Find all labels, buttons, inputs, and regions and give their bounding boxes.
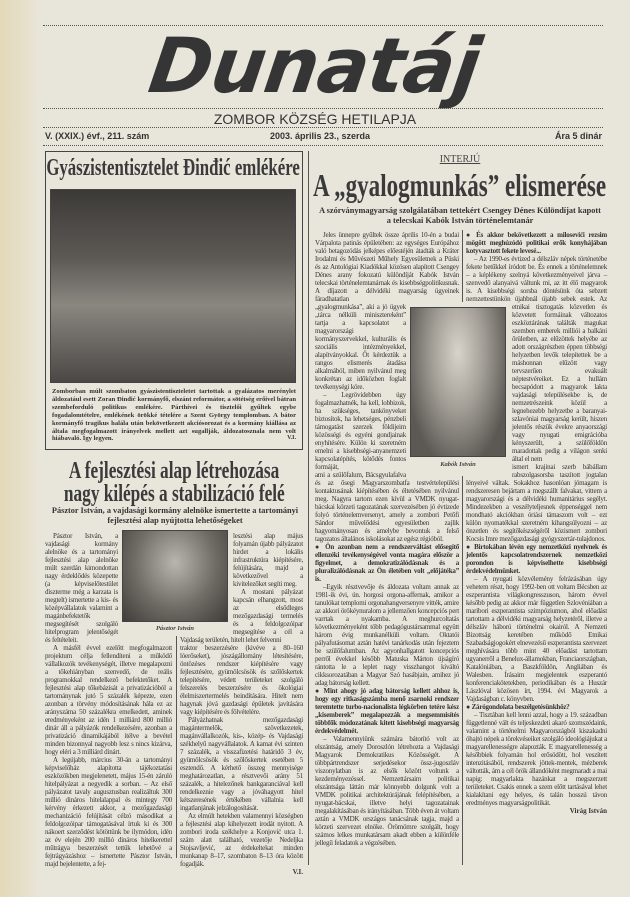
headline: A „gyalogmunkás” elismerése xyxy=(313,167,607,203)
photo-wrap-spacer xyxy=(180,532,233,632)
column-divider xyxy=(308,151,309,865)
masthead-logo xyxy=(100,21,530,110)
headline-wrap xyxy=(46,156,301,180)
page-edge xyxy=(0,0,38,897)
article-column: lesztési alap május folyamán újabb pályázatot hirdet a lokális infrastruktúra kiépítésére, felújítására, majd a következővel a kivitelezőket segíti meg. A mostani pályázat kapcsán elhangzott, most az elsődleges mezőgazdasági termelés és a feldolgozóipar megsegítése a cél a Vajdaság területén, hitelt lehet felvenni traktor beszerzésére (kivéve a 80–160 lóerőseket), jószágállomány létesítésére, öntözéses rendszer kiépítésére vagy fejlesztésére, gyümölcsösök és szőlőskertek telepítésére, védett területeket szolgáló felszerelés beszerzésére és ökológiai élelmiszertermelés beindítására. Hitelt nem hagynak jóvá gazdasági épületek javítására vagy kiépítésére és fölvételére. Pályázhatnak mezőgazdasági magántermelők, szövetkezetek, magánvállalkozók, kis-, közép- és Vajdasági székhelyű nagyvállalatok. A kamat évi szinten 7 százalék, a visszafizetési határidő 3 év, gyümölcsösök és szőlőskertek esetében 5 esztendő. A kérhető összeg mennyisége meghatározatlan, a résztvevői arány 51 százalék, a hitelezőnek bankgaranciával kell rendelkeznie vagy a jóváhagyott hitel kétszeresének értékében vállalnia kell ingatlanjának jelzálogosítását. Az elmúlt hetekben valamennyi községben a fejlesztési alap kihelyezett irodát nyitott. A zombori iroda székhelye a Konjović utca 1. szám alatt található, vezetője Nedeljka Stojsavljević, az érdekeltekat minden munkanap 8–17, szombaton 8–13 óra között fogadják. V.I. xyxy=(180,532,303,876)
headline-line-1: A fejlesztési alap létrehozása xyxy=(68,458,280,484)
divider xyxy=(43,127,603,128)
article-dindic xyxy=(45,151,303,450)
photo-caption xyxy=(52,388,296,443)
photo-wrap-spacer xyxy=(406,304,459,474)
divider xyxy=(43,145,603,146)
article-column: ● És akkor bekövetkezett a milosevići rezsim mögött meghúzódó politikai erők konyhájában kotyvasztott fekete levesé... – Az 1990-es évtized a délszláv népek történetébe fekete betűkkel íródott be. És ennek a történelemnek – a képlékeny szelnyá következményeivel járva – szenvedő alanyaivá váltunk mi, az itt élő magyarok is. A kisebbségi sorsba döntésünk óta sebzett nemzettestünkön újabbnál újabb sebek estek. Az etnikai tisztogatás közvetlen és közvetett formáinak változatos eszköztárának találták magukat szemben emberek milliói a balkáni őrületben, az elűzöttek helyébe az adott országrészben éppen többségi helyzetben levők telepítettek be a máshonnan elűzött vagy tervszerűen evakuált néptestvéreiket. Ez a hullám becsapódott a magyarok lakta vajdasági településekbe is, de nemzetrészeink közül a legnehezebb helyzetbe a baranyai-szlavóniai magyarság került, hiszen jelentős részük évekre anyaországi vagy nyugati emigrációba kényszerült, a szülőföldön maradottak pedig a világon senki által el nem ismert krajinai szerb bábállam rabszolgasorsba taszított jogtalan lényeivé váltak. Sokakhoz hasonlóan jómagam is rendszeresen bejártam a megszállt falvakat, vittem a magyarországi és a délvidéki humanitárius segélyt. Mindezekben a veszélyteljesnek éppenséggel nem mondható akciókban óriási támaszom volt – ezt külön nyomatékkal szeretném kihangsúlyozni – az önzetlen és segítőkészségéről közismert zombori Kocsis Imre mezőgazdasági gyógyszertár-tulajdonos. ● Birtokában lévén egy nemzetközi nyelvnek és jelentős kapcsolatrendszernek nemzetközi porondon is képviselhette kisebbségi érdekvédelmünket. – A nyugati közvélemény felrázásában úgy vehetem részt, hogy 1992-ben ott voltam Bécsben az eszperantista világkongresszuson, három évvel később pedig az akkor már független Szlovéniában a maribori eszperantista szimpóziumon, ahol előadást tartottam a délvidéki magyarság helyzetéről, illetve a délszláv háború történelmi okairól. A Nemzeti Bizottság keretében működő Etnikai Szabadságjogokért elnevezésű eszperantista szervezet meghívására több mint 40 előadást tartottam ugyanerről a Benelux-államokban, Franciaországban, Katalóniában, a Baszkföldön, Angliában és Walesben. Írásaim megjelentek eszperantó konferenciakötetekben, periodikában és a Huszár Lászlóval közösen írt, 1994. évi Magyarok a Vajdaságban c. könyvben. ● Zárógondolata beszélgetésünkhöz? – Tisztában kell lenni azzal, hogy a 19. században függetlenné vált és teljeskezdeti akaró szomszédaink, valamint a történelmi Magyarországból kiszakadni óhajtó népek a törekvéseiket szolgáló ideológiájukat a magyarellenességre alapozták. E magyarellenesség a későbbiek folyamán hol erősödött, hol veszített intenzitásából, rendszerek jöttek-mentek, mézberek váltották, ám a cél örök állandóként megmaradt a mai napig: magyarlakta hazánkat a megszerzett területeket. Csakis ennek a szem előtt tartásával lehet kialakítani egy helyes, és talán hosszú távon eredményes magyarságpolitikát. Virág István xyxy=(466,231,608,815)
article-column: Jeles ünnepre gyűltek össze április 10-én a budai Várpalota patinás épületében: az egységes Európához való betagozódás jelképes előestéjén átadták a Kráter Irodalmi és Művészeti Műhely Egyesületnek a Püski és az Antológiai Kiadókkal közösen alapított Csengey Dénes arany fokozatú különdíját Kabók István telecskai történelemtanárnak és kisebbségpolitikusnak. A díjazott a délvidéki magyarság ügyeinek fáradhatatlan „gyalogmunkása”, aki a jó ügyek „tárca nélküli minisztereként” tartja a kapcsolatot a magyarországi kormányszervekkel, kulturális és szociális intézményekkel, alapítványokkal. Őt kérdeztük a rangos elismerés átadása alkalmából, miben nyilvánul meg konkrétan az időközben foglalt tevékenységi köre. – Legrövidebben úgy fogalmazhatnék, ha kell, lobbizok, ha szükséges, tankönyveket biztosítok, ha lehetséges, pénzbeli támogatást szerzek földijeim közösségi és egyéni gondjainak enyhítésére. Külön ki szeretném emelni a kisebbségi-anyanemzeti kapcsolatépítés, kötődés fontos formáját, ami a szülőfalum, Bácsgyulafalva és az ősegi Magyarszombatfa testvértelepülési kontaktusának kiépítésében és éltetésében nyilvánul meg. Nagyra tartom ezen kívül a VMDK nyugat-bácskai körzeti tagozatának szervezésében jó évtizede folyó történelemversenyt, amely a zombori Petőfi Sándor művelődési egyesületben zajlik hagyományosan és amelybe bevontuk a felső tagozatos általános iskolásokat az egész régióból. ● Ön azonban nem a rendszerváltást elősegítő ellenzéki tevékenységével vonta magára először a figyelmet, a demokratizálódásnak és a pluralizálódásnak az Ön életében volt „előjátéka” is. –Egyik résztvevője és áldozata voltam annak az 1981-ik évi, ún. horgosi orgona-affernak, amikor a tanulókat templomi orgonahangversenyre vitték, amire az akkori örökéynuralom a jellemzően koncepciós pert varrtak a nyakamba. A meghurcoltatás következményeként több pedagógustársammal együtt három évig munkanélküli voltam. Oktatói pályafutásomat aztán hatévi tanárkodás után fejeztem be szülőfalumban. Az agyonhallgatott koncepciós perről évekkel később Matuska Márton újságíró rántotta le a leplet nagy visszhangot kiváltó cikksorozatában a Magyar Szó hasábjain, amihez jó adag bátorság kellett. ● Mint ahogy jó adag bátorság kellett ahhoz is, hogy egy ritkaságszámba menő zsarnoki rendszer teremtette turbo-nacionalista légkörben tetére kész „kisemberek” megalapozzák a megsemmisítés többfők módozatának kitett kisebbségi magyarság érdekvédelmét. – Valamennyiünk számára bátorító volt az elszántság, amely Doroszlón létrehozta a Vajdasági Magyarok Demokratikus Közösségét. A többpártrendszer serjedésekor össz-jugoszláv viszonylatban is az elsők között voltunk a kezdeményezéssel. Nemzettársaim politikai elszántsága láttán már könnyebb dolgunk volt a VMDK politikai architektúrájának felépítésében, a nyugat-bácskai, illetve helyi tagozatainak megalakításában és irányításában. Több éven át voltam aztán a VMDK országos tanácsának tagja, majd a körzeti szervezet elnöke. Örömömre szolgált, hogy számos lelkes munkatársam akadt ebben a különféle jellegű feladatok a végzésében. xyxy=(315,231,460,847)
photo-caption: Kabók István xyxy=(440,461,476,468)
column-divider xyxy=(176,636,177,858)
section-kicker: INTERJÚ xyxy=(439,154,481,165)
issue-date: 2003. április 23., szerda xyxy=(270,131,371,141)
issue-number: V. (XXIX.) évf., 211. szám xyxy=(45,131,150,141)
photo-wrap-spacer xyxy=(118,532,172,636)
divider xyxy=(43,108,603,109)
photo-memorial-service xyxy=(50,189,296,383)
byline: V.I. xyxy=(287,435,296,442)
headline: Gyászistentisztelet Đinđić emlékére xyxy=(46,155,301,181)
caption-text: Zomborban múlt szombaton gyászistentiszteletet tartottak a gyalázatos merénylet áldozatául esett Zoran Đinđić kormányfő, elszánt reformátor, a sötétség erőivel bátran szembeforduló politikus emlékére. Párthívei és tisztelői gyűltek egybe fogadalomtételre, emlékének örökké tételére a Szent György templomban. A bátor kormányfő tragikus halála után bekövetkezett akciósorozat és a kormány kiállása az általa megfogalmazott irányelvek mellett azt sugallják, áldozatosznala nem volt hiábavaló. Így legyen. xyxy=(52,388,296,443)
photo-caption: Pásztor István xyxy=(155,625,195,632)
article-column: Pásztor István, a vajdasági kormány alelnöke és a tartományi fejlesztési alap alelnöke múlt szerdán kimondottan nagy érdeklődés közepette (a képviselőtestület díszterme még a karzata is megtelt) ismertette a kis- és középvállalatok valamint a magánbefektetők megsegítését szolgáló hitelprogram jelentőségét és feltételeit. A másfél évvel ezelőtt megfogalmazott projektum célja fellendíteni a működő vállalkozók tevékenységét, illetve megalapozni a tőkehiányban szenvedő, de reális programokkal rendelkező befektetőket. A fejlesztési alap tőkebázisát a privatizációból a tartománynak jutó 5 százalék képezte, ezen azonban a törvény módosításának hála ez az arányszáma 50 százalékra emelkedett, aminek eredményeként az idén 1 milliárd 800 millió dinár áll a pályázók rendelkezésére, azonban a privatizáció dinamikájából ítélve a bevétel minden bizonnyal nagyobb lesz s nincs kizárva, hogy eléri a 3 milliárd dinárt. A legújabb, március 30-án a tartományi képviselőház alapította tájékoztatási eszközökben megjelenetett, május 15-én záruló hitelpályázat a negyedik a sorban. – Az első pályázatot tavaly augusztusban realizáltuk 300 millió dináros hitelalappal és mintegy 700 kérvény érkezett akkor, a mezőgazdasági mechanizáció felújítását célzó másodikat a feldolgozóipar támogatásával írtuk ki és 300 nákoert szerződést kötöttünk be ilymódon, idén az év elején 200 millió dináros hitelkerettel műtrágya beszerzését tettük lehetővé a fejtrágyázáshoz – ismertette Pásztor István, majd bejelentette, a fej- xyxy=(45,532,172,868)
byline: V.I. xyxy=(292,868,303,876)
byline: Virág István xyxy=(569,807,607,815)
subheadline: Pásztor István, a vajdasági kormány alelnöke ismertette a tartományi fejlesztési alap nyújtotta lehetőségeket xyxy=(51,506,299,525)
headline-wrap xyxy=(315,168,605,202)
masthead-title: Dunatáj xyxy=(144,21,486,110)
subheadline: A szórványmagyarság szolgálatában tettekért Csengey Dénes Különdíjat kapott a telecskai Kabók István történelemtanár xyxy=(319,206,601,225)
column-divider xyxy=(462,476,463,865)
headline-line-2: nagy kilépés a stabilizáció felé xyxy=(63,481,285,507)
column-divider xyxy=(462,230,463,302)
photo-wrap-spacer xyxy=(466,304,512,474)
masthead-subtitle: ZOMBOR KÖZSÉG HETILAPJA xyxy=(213,111,417,127)
issue-price: Ára 5 dinár xyxy=(554,131,602,141)
headline-line-2-wrap xyxy=(45,482,303,507)
